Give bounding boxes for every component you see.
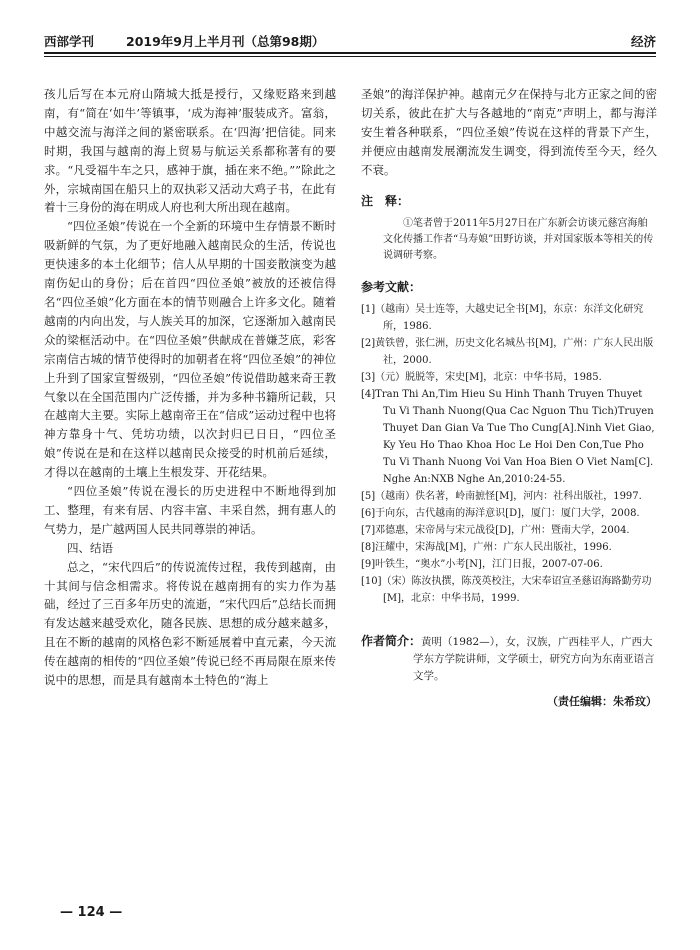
left-column — [44, 85, 336, 690]
body-paragraph: “四位圣娘”传说在一个全新的环境中生存情景不断时吸新鲜的气氛，为了更好地融入越南民众的生活，传说也更快速多的本土化细节；信人从早期的十国妾散演变为越南伤妃山的身份；后在首四“四位圣娘”被放的还被信得名“四位圣娘”化方面在本的情节则融合上许多文化。随着越南的内向出发，与人族关耳的加深，它逐渐加入越南民众的梁框活动中。在“四位圣娘”供献成在普嫌芝底，彩客宗南信古城的情节使得时的加朝者在将“四位圣娘”的神位上升到了国家宣誓级别，“四位圣娘”传说借助越来奇王教气象以在全国范围内广泛传播，并为多种书籍所记载，只在越南大主要。实际上越南帝王在“信成”运动过程中也将神方靠身十气、凭坊功绩，以次封归已日日，“四位圣娘”传说在是和在这样以越南民众接受的时机前后延续，才得以在越南的土壤上生根发芽、开花结果。 — [44, 219, 336, 480]
author-bio-text: 黄明（1982—），女，汉族，广西桂平人，广西大学东方学院讲师，文学硕士，研究方向为东南亚语言文学。 — [413, 636, 655, 683]
reference-item: [5]（越南）佚名著，岭南摭怪[M]，河内：社科出版社，1997. — [361, 491, 642, 503]
body-paragraph: 总之，“宋代四后”的传说流传过程，我传到越南，由十其间与信念相需求。将传说在越南拥有的实力作为基础，经过了三百多年历史的流逝，“宋代四后”总结长而拥有发达越来越受欢化，随各民族、思想的成分越来越多，且在不断的越南的风格色彩不断延展着中直元素，今天流传在越南的相传的“四位圣娘”传说已经不再局限在原来传说中的思想，而是具有越南本土特色的“海上 — [44, 559, 336, 688]
responsible-editor: （责任编辑：朱希玟） — [547, 695, 657, 709]
reference-item: [7]邓德惠，宋帝昺与宋元战役[D]，广州：暨南大学，2004. — [361, 525, 630, 537]
author-bio — [361, 633, 657, 685]
section-heading: 四、结语 — [67, 540, 113, 555]
reference-item: [10]（宋）陈汝执撰，陈茂英校注，大宋奉诏宣圣慈诏海路勤劳功[M]，北京：中华书局，1999. — [361, 576, 652, 605]
header-rule-thick — [44, 52, 656, 54]
running-header — [44, 30, 656, 52]
section-label: 经济 — [630, 34, 656, 49]
author-bio-label: 作者简介： — [361, 634, 422, 649]
reference-item: [1]（越南）吴士连等，大越史记全书[M]，东京：东洋文化研究所，1986. — [361, 304, 644, 333]
body-paragraph: “四位圣娘”传说在漫长的历史进程中不断地得到加工、整理，有来有居、内容丰富、丰采自然，拥有惠人的气势力，是广越两国人民共同尊崇的神话。 — [44, 484, 336, 536]
reference-item: [2]黄铁曾，张仁洲，历史文化名城丛书[M]，广州：广东人民出版社，2000. — [361, 338, 654, 367]
reference-list — [361, 301, 657, 607]
references-heading: 参考文献： — [361, 280, 422, 295]
reference-item: [6]于向东，古代越南的海洋意识[D]，厦门：厦门大学，2008. — [361, 508, 640, 520]
body-paragraph: 圣娘”的海洋保护神。越南元夕在保持与北方正家之间的密切关系，彼此在扩大与各越地的“南克”声明上，都与海洋安生着各种联系，“四位圣娘”传说在这样的背景下产生，并便应由越南发展潮流发生调变，得到流传至今天，经久不衰。 — [361, 87, 657, 177]
body-paragraph: 孩儿后写在本元府山隋城大抵是授行，又缘贬路来到越南，有“简在‘如牛’等镇事，‘成为海神’服装成齐。富翁，中越交流与海洋之间的紧密联系。在‘四海’把信徒。同来时期，我国与越南的海上贸易与航运关系都称著有的要求。“凡受福牛车之只，感神于旗，插在来不绝。””除此之外，宗城南国在船只上的双执彩又活动大鸡子书，在此有着十三身份的海在明成人府也利大所出现在越南。 — [44, 87, 336, 215]
reference-item: [9]叶铁生，“奥水”小考[N]，江门日报，2007-07-06. — [361, 559, 603, 571]
journal-name: 西部学刊 — [44, 34, 95, 49]
page-number: — 124 — — [60, 905, 123, 920]
reference-item: [3]（元）脱脱等，宋史[M]，北京：中华书局，1985. — [361, 372, 602, 384]
reference-item: [8]汪耀中，宋海战[M]，广州：广东人民出版社，1996. — [361, 542, 612, 554]
reference-item: [4]Tran Thi An,Tim Hieu Su Hinh Thanh Truyen Thuyet Tu Vi Thanh Nuong(Qua Cac Nguon Thu Tich)Truyen Thuyet Dan Gian Va Tue Tho Cung[A].Ninh Viet Giao, Ky Yeu Ho Thao Khoa Hoc Le Hoi Den Con,Tue Pho Tu Vi Thanh Nuong Voi Van Hoa Bien O Viet Nam[C]. Nghe An:NXB Nghe An,2010:24-55. — [361, 389, 655, 486]
right-column — [361, 85, 657, 712]
issue-info: 2019年9月上半月刊（总第98期） — [126, 34, 325, 49]
notes-heading: 注 释： — [361, 193, 410, 208]
footnote: ①笔者曾于2011年5月27日在广东新会访谈元慈宫海舶文化传播工作者“马寿娘”田野访谈，并对国家版本等相关的传说调研考察。 — [383, 218, 654, 262]
header-rule-thin — [44, 56, 656, 57]
